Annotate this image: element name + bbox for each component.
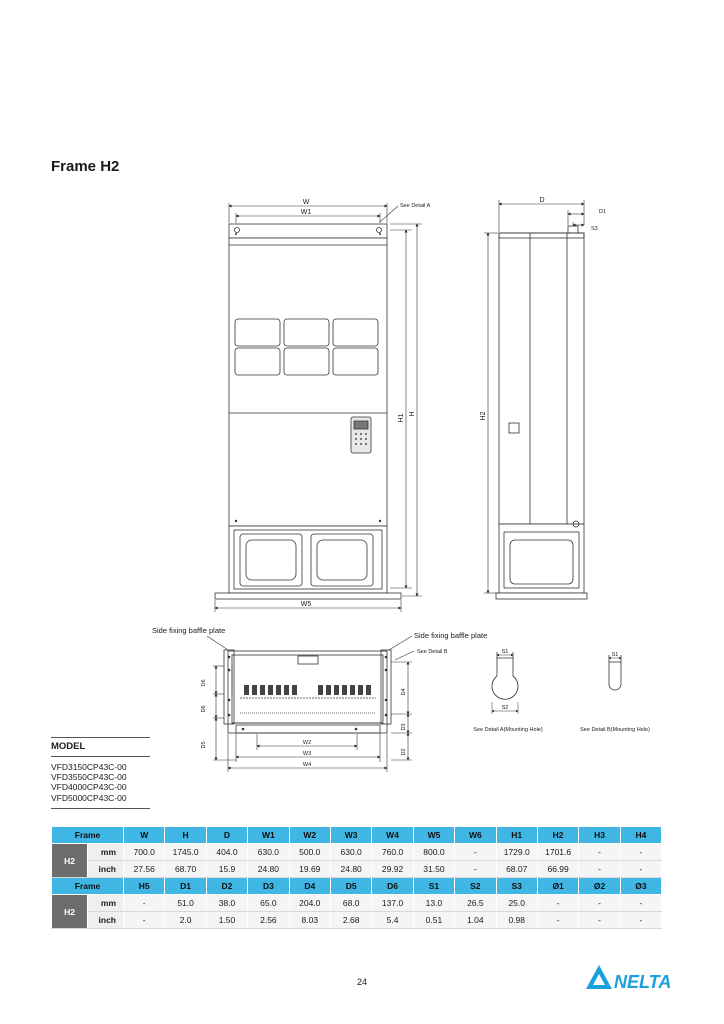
- model-item: VFD3550CP43C-00: [51, 772, 127, 783]
- table-cell: -: [620, 861, 661, 878]
- table-cell: 204.0: [289, 895, 330, 912]
- column-header-cell: Ø1: [537, 878, 578, 895]
- column-header-cell: H4: [620, 827, 661, 844]
- table-cell: 404.0: [206, 844, 247, 861]
- bottom-view: [224, 650, 391, 733]
- column-header-cell: W: [124, 827, 165, 844]
- dim-d3-label: D3: [401, 723, 407, 731]
- column-header-cell: Ø2: [579, 878, 620, 895]
- table-cell: -: [620, 895, 661, 912]
- dim-d-label: D: [539, 197, 545, 204]
- dim-d6-bottom-label: D6: [201, 705, 207, 713]
- side-view: [496, 226, 587, 599]
- table-cell: 26.5: [455, 895, 496, 912]
- side-baffle-left-callout: Side fixing baffle plate: [152, 626, 226, 635]
- dim-h-label: H: [409, 411, 416, 417]
- column-header-cell: S1: [413, 878, 454, 895]
- dim-d1-label: D1: [599, 209, 607, 215]
- table-cell: 630.0: [330, 844, 371, 861]
- table-cell: 1.04: [455, 912, 496, 929]
- detail-b-drawing: [609, 655, 621, 690]
- column-header-cell: H2: [537, 827, 578, 844]
- column-header-cell: D4: [289, 878, 330, 895]
- table-cell: -: [124, 895, 165, 912]
- table-cell: 68.07: [496, 861, 537, 878]
- column-header-cell: D6: [372, 878, 413, 895]
- dim-s3-label: S3: [591, 226, 598, 232]
- table-cell: 29.92: [372, 861, 413, 878]
- table-cell: 800.0: [413, 844, 454, 861]
- table-cell: 66.99: [537, 861, 578, 878]
- model-item: VFD3150CP43C-00: [51, 762, 127, 772]
- column-header-cell: H3: [579, 827, 620, 844]
- frame-value-cell: H2: [52, 895, 88, 929]
- model-heading: MODEL: [51, 741, 86, 752]
- table-row: [52, 844, 662, 861]
- column-header-cell: D: [206, 827, 247, 844]
- table-cell: 2.68: [330, 912, 371, 929]
- table-cell: 27.56: [124, 861, 165, 878]
- table-cell: 1745.0: [165, 844, 206, 861]
- table-cell: 24.80: [330, 861, 371, 878]
- table-cell: -: [537, 912, 578, 929]
- table-cell: -: [124, 912, 165, 929]
- table-cell: 25.0: [496, 895, 537, 912]
- detail-a-s2-label: S2: [501, 705, 509, 711]
- column-header-cell: H5: [124, 878, 165, 895]
- table-cell: 15.9: [206, 861, 247, 878]
- see-detail-a-callout: See Detail A: [400, 203, 431, 209]
- unit-cell: inch: [88, 861, 124, 878]
- table-cell: 2.56: [248, 912, 289, 929]
- table-cell: 760.0: [372, 844, 413, 861]
- table-header-row: [52, 827, 662, 844]
- delta-logo: [583, 961, 678, 993]
- column-header-cell: D1: [165, 878, 206, 895]
- table-cell: 5.4: [372, 912, 413, 929]
- table-cell: 68.70: [165, 861, 206, 878]
- unit-cell: mm: [88, 844, 124, 861]
- table-cell: 38.0: [206, 895, 247, 912]
- column-header-cell: W4: [372, 827, 413, 844]
- table-cell: -: [579, 895, 620, 912]
- table-cell: -: [455, 861, 496, 878]
- dimension-table: [51, 826, 662, 929]
- see-detail-b-callout: See Detail B: [417, 649, 448, 655]
- model-item: VFD5000CP43C-00: [51, 792, 127, 803]
- column-header-cell: D5: [330, 878, 371, 895]
- dim-w1-label: W1: [300, 209, 312, 216]
- table-cell: -: [537, 895, 578, 912]
- dim-w5-label: W5: [300, 601, 312, 608]
- dim-h2-label: H2: [480, 411, 487, 421]
- table-cell: -: [620, 844, 661, 861]
- table-cell: 8.03: [289, 912, 330, 929]
- table-header-row: [52, 878, 662, 895]
- column-header-cell: H: [165, 827, 206, 844]
- column-header-cell: Ø3: [620, 878, 661, 895]
- dim-w4-label: W4: [302, 762, 312, 768]
- unit-cell: mm: [88, 895, 124, 912]
- column-header-cell: W3: [330, 827, 371, 844]
- dim-d2-label: D2: [401, 748, 407, 756]
- table-row: [52, 861, 662, 878]
- table-cell: 500.0: [289, 844, 330, 861]
- model-rule-bottom: [51, 808, 150, 809]
- table-cell: 700.0: [124, 844, 165, 861]
- detail-b-caption: See Detail B(Mounting Hole): [580, 727, 650, 733]
- page-number: 24: [356, 977, 367, 987]
- table-cell: 1701.6: [537, 844, 578, 861]
- detail-a-caption: See Detail A(Mounting Hole): [473, 727, 543, 733]
- table-cell: -: [455, 844, 496, 861]
- column-header-cell: W2: [289, 827, 330, 844]
- dim-w2-label: W2: [302, 740, 312, 746]
- column-header-cell: D2: [206, 878, 247, 895]
- page-title: Frame H2: [51, 158, 120, 175]
- model-rule-top: [51, 737, 150, 738]
- table-cell: 13.0: [413, 895, 454, 912]
- dim-w-label: W: [302, 199, 310, 206]
- table-cell: 68.0: [330, 895, 371, 912]
- logo-wordmark: NELTA: [614, 972, 672, 992]
- model-item: VFD4000CP43C-00: [51, 782, 127, 793]
- table-cell: 0.51: [413, 912, 454, 929]
- front-view: [215, 224, 401, 599]
- table-cell: 24.80: [248, 861, 289, 878]
- table-cell: 65.0: [248, 895, 289, 912]
- detail-a-s1-label: S1: [501, 649, 509, 655]
- column-header-cell: W6: [455, 827, 496, 844]
- dim-h1-label: H1: [398, 413, 405, 423]
- dim-d6-top-label: D6: [201, 679, 207, 687]
- side-baffle-right-callout: Side fixing baffle plate: [414, 631, 488, 640]
- table-cell: 630.0: [248, 844, 289, 861]
- table-cell: 19.69: [289, 861, 330, 878]
- frame-header-cell: Frame: [52, 827, 124, 844]
- table-cell: -: [579, 912, 620, 929]
- column-header-cell: W5: [413, 827, 454, 844]
- dim-d4-label: D4: [401, 688, 407, 696]
- table-cell: 137.0: [372, 895, 413, 912]
- frame-value-cell: H2: [52, 844, 88, 878]
- table-row: [52, 895, 662, 912]
- dim-w3-label: W3: [302, 751, 312, 757]
- table-cell: -: [620, 912, 661, 929]
- table-cell: 2.0: [165, 912, 206, 929]
- model-rule-mid: [51, 756, 150, 757]
- table-cell: -: [579, 861, 620, 878]
- frame-header-cell: Frame: [52, 878, 124, 895]
- model-list: [51, 762, 127, 803]
- table-cell: 0.98: [496, 912, 537, 929]
- table-cell: 1729.0: [496, 844, 537, 861]
- table-cell: 31.50: [413, 861, 454, 878]
- column-header-cell: D3: [248, 878, 289, 895]
- table-row: [52, 912, 662, 929]
- detail-b-s1-label: S1: [611, 652, 619, 658]
- unit-cell: inch: [88, 912, 124, 929]
- column-header-cell: W1: [248, 827, 289, 844]
- column-header-cell: S2: [455, 878, 496, 895]
- table-cell: -: [579, 844, 620, 861]
- table-cell: 51.0: [165, 895, 206, 912]
- column-header-cell: S3: [496, 878, 537, 895]
- column-header-cell: H1: [496, 827, 537, 844]
- table-cell: 1.50: [206, 912, 247, 929]
- dim-d5-label: D5: [201, 741, 207, 749]
